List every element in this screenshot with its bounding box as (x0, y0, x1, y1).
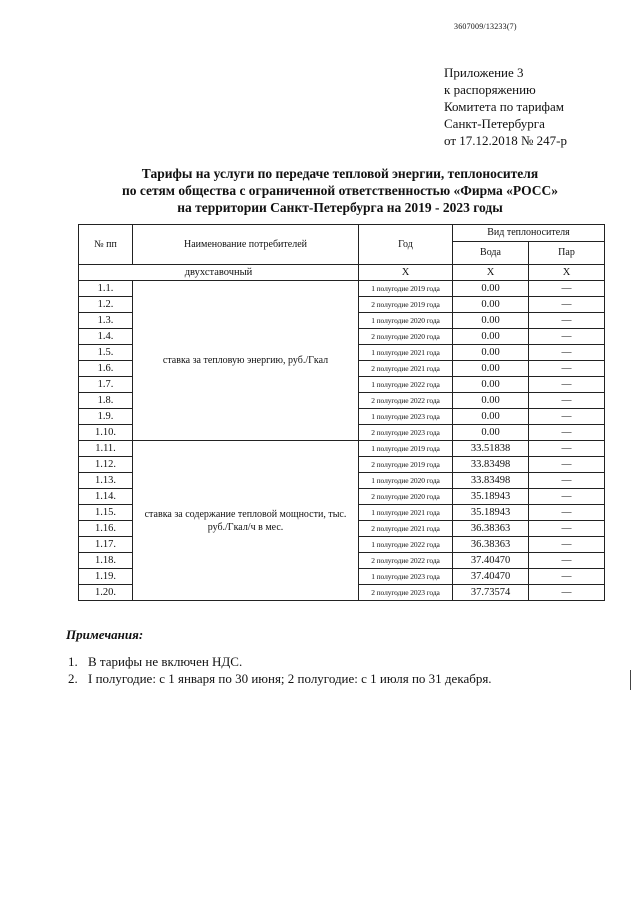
row-period: 2 полугодие 2019 года (359, 457, 453, 473)
row-steam-value: — (529, 473, 605, 489)
row-number: 1.4. (79, 329, 133, 345)
row-water-value: 33.83498 (453, 457, 529, 473)
row-number: 1.10. (79, 425, 133, 441)
row-steam-value: — (529, 585, 605, 601)
row-steam-value: — (529, 345, 605, 361)
row-steam-value: — (529, 281, 605, 297)
row-water-value: 0.00 (453, 297, 529, 313)
row-period: 1 полугодие 2019 года (359, 281, 453, 297)
row-number: 1.8. (79, 393, 133, 409)
row-period: 2 полугодие 2020 года (359, 329, 453, 345)
row-water-value: 0.00 (453, 393, 529, 409)
two-part-steam: Х (529, 265, 605, 281)
row-water-value: 0.00 (453, 281, 529, 297)
row-number: 1.14. (79, 489, 133, 505)
note-number: 1. (68, 654, 78, 669)
header-year: Год (359, 225, 453, 265)
header-num: № пп (79, 225, 133, 265)
row-water-value: 35.18943 (453, 505, 529, 521)
row-water-value: 33.51838 (453, 441, 529, 457)
row-water-value: 37.40470 (453, 553, 529, 569)
row-steam-value: — (529, 505, 605, 521)
row-period: 1 полугодие 2019 года (359, 441, 453, 457)
row-number: 1.5. (79, 345, 133, 361)
row-number: 1.1. (79, 281, 133, 297)
row-period: 2 полугодие 2022 года (359, 553, 453, 569)
note-item (68, 653, 492, 670)
tariffs-table (78, 224, 605, 601)
row-water-value: 0.00 (453, 361, 529, 377)
row-number: 1.18. (79, 553, 133, 569)
header-water: Вода (453, 242, 529, 265)
row-period: 2 полугодие 2020 года (359, 489, 453, 505)
header-carrier: Вид теплоносителя (453, 225, 605, 242)
row-water-value: 33.83498 (453, 473, 529, 489)
row-water-value: 0.00 (453, 345, 529, 361)
appendix-line: Санкт-Петербурга (444, 116, 545, 131)
note-text: В тарифы не включен НДС. (88, 654, 243, 669)
notes-title: Примечания: (66, 627, 144, 642)
row-steam-value: — (529, 409, 605, 425)
row-period: 2 полугодие 2023 года (359, 425, 453, 441)
row-water-value: 0.00 (453, 409, 529, 425)
row-steam-value: — (529, 569, 605, 585)
row-water-value: 0.00 (453, 313, 529, 329)
table-row (79, 441, 605, 457)
header-steam: Пар (529, 242, 605, 265)
consumer-rate-label: ставка за тепловую энергию, руб./Гкал (133, 281, 359, 441)
appendix-line: Комитета по тарифам (444, 99, 564, 114)
row-period: 1 полугодие 2021 года (359, 505, 453, 521)
row-period: 2 полугодие 2019 года (359, 297, 453, 313)
row-number: 1.12. (79, 457, 133, 473)
row-period: 1 полугодие 2022 года (359, 537, 453, 553)
row-steam-value: — (529, 393, 605, 409)
row-steam-value: — (529, 521, 605, 537)
two-part-row (79, 265, 605, 281)
row-number: 1.3. (79, 313, 133, 329)
row-steam-value: — (529, 537, 605, 553)
margin-mark (630, 670, 631, 690)
row-steam-value: — (529, 377, 605, 393)
two-part-water: Х (453, 265, 529, 281)
note-item (68, 670, 492, 687)
appendix-line: от 17.12.2018 № 247-р (444, 133, 567, 148)
row-number: 1.16. (79, 521, 133, 537)
row-steam-value: — (529, 457, 605, 473)
header-consumer: Наименование потребителей (133, 225, 359, 265)
row-number: 1.17. (79, 537, 133, 553)
row-water-value: 0.00 (453, 425, 529, 441)
row-steam-value: — (529, 329, 605, 345)
title-line: Тарифы на услуги по передаче тепловой энергии, теплоносителя (141, 166, 539, 181)
row-period: 1 полугодие 2023 года (359, 569, 453, 585)
row-number: 1.2. (79, 297, 133, 313)
row-water-value: 36.38363 (453, 521, 529, 537)
document-number: 3607009/13233(7) (454, 22, 517, 31)
row-steam-value: — (529, 313, 605, 329)
appendix-block (444, 64, 567, 149)
row-water-value: 35.18943 (453, 489, 529, 505)
note-number: 2. (68, 671, 78, 686)
consumer-rate-label: ставка за содержание тепловой мощности, тыс. руб./Гкал/ч в мес. (133, 441, 359, 601)
row-period: 1 полугодие 2020 года (359, 313, 453, 329)
table-row (79, 281, 605, 297)
row-period: 1 полугодие 2021 года (359, 345, 453, 361)
row-steam-value: — (529, 441, 605, 457)
row-steam-value: — (529, 553, 605, 569)
row-number: 1.19. (79, 569, 133, 585)
row-number: 1.6. (79, 361, 133, 377)
row-water-value: 36.38363 (453, 537, 529, 553)
note-text: I полугодие: с 1 января по 30 июня; 2 полугодие: с 1 июля по 31 декабря. (88, 671, 492, 686)
two-part-label: двухставочный (79, 265, 359, 281)
row-number: 1.15. (79, 505, 133, 521)
row-period: 1 полугодие 2020 года (359, 473, 453, 489)
row-number: 1.9. (79, 409, 133, 425)
appendix-line: к распоряжению (444, 82, 536, 97)
row-steam-value: — (529, 425, 605, 441)
title-line: по сетям общества с ограниченной ответственностью «Фирма «РОСС» (121, 183, 559, 198)
row-steam-value: — (529, 297, 605, 313)
row-number: 1.7. (79, 377, 133, 393)
title-line: на территории Санкт-Петербурга на 2019 - 2023 годы (177, 200, 503, 215)
notes-list (68, 653, 492, 687)
row-period: 2 полугодие 2023 года (359, 585, 453, 601)
row-period: 2 полугодие 2022 года (359, 393, 453, 409)
appendix-line: Приложение 3 (444, 65, 524, 80)
row-period: 1 полугодие 2022 года (359, 377, 453, 393)
row-number: 1.11. (79, 441, 133, 457)
row-number: 1.13. (79, 473, 133, 489)
row-number: 1.20. (79, 585, 133, 601)
row-water-value: 0.00 (453, 329, 529, 345)
row-water-value: 0.00 (453, 377, 529, 393)
row-period: 1 полугодие 2023 года (359, 409, 453, 425)
row-period: 2 полугодие 2021 года (359, 521, 453, 537)
row-steam-value: — (529, 361, 605, 377)
row-water-value: 37.73574 (453, 585, 529, 601)
page-title (60, 165, 620, 216)
row-water-value: 37.40470 (453, 569, 529, 585)
row-period: 2 полугодие 2021 года (359, 361, 453, 377)
two-part-year: Х (359, 265, 453, 281)
row-steam-value: — (529, 489, 605, 505)
